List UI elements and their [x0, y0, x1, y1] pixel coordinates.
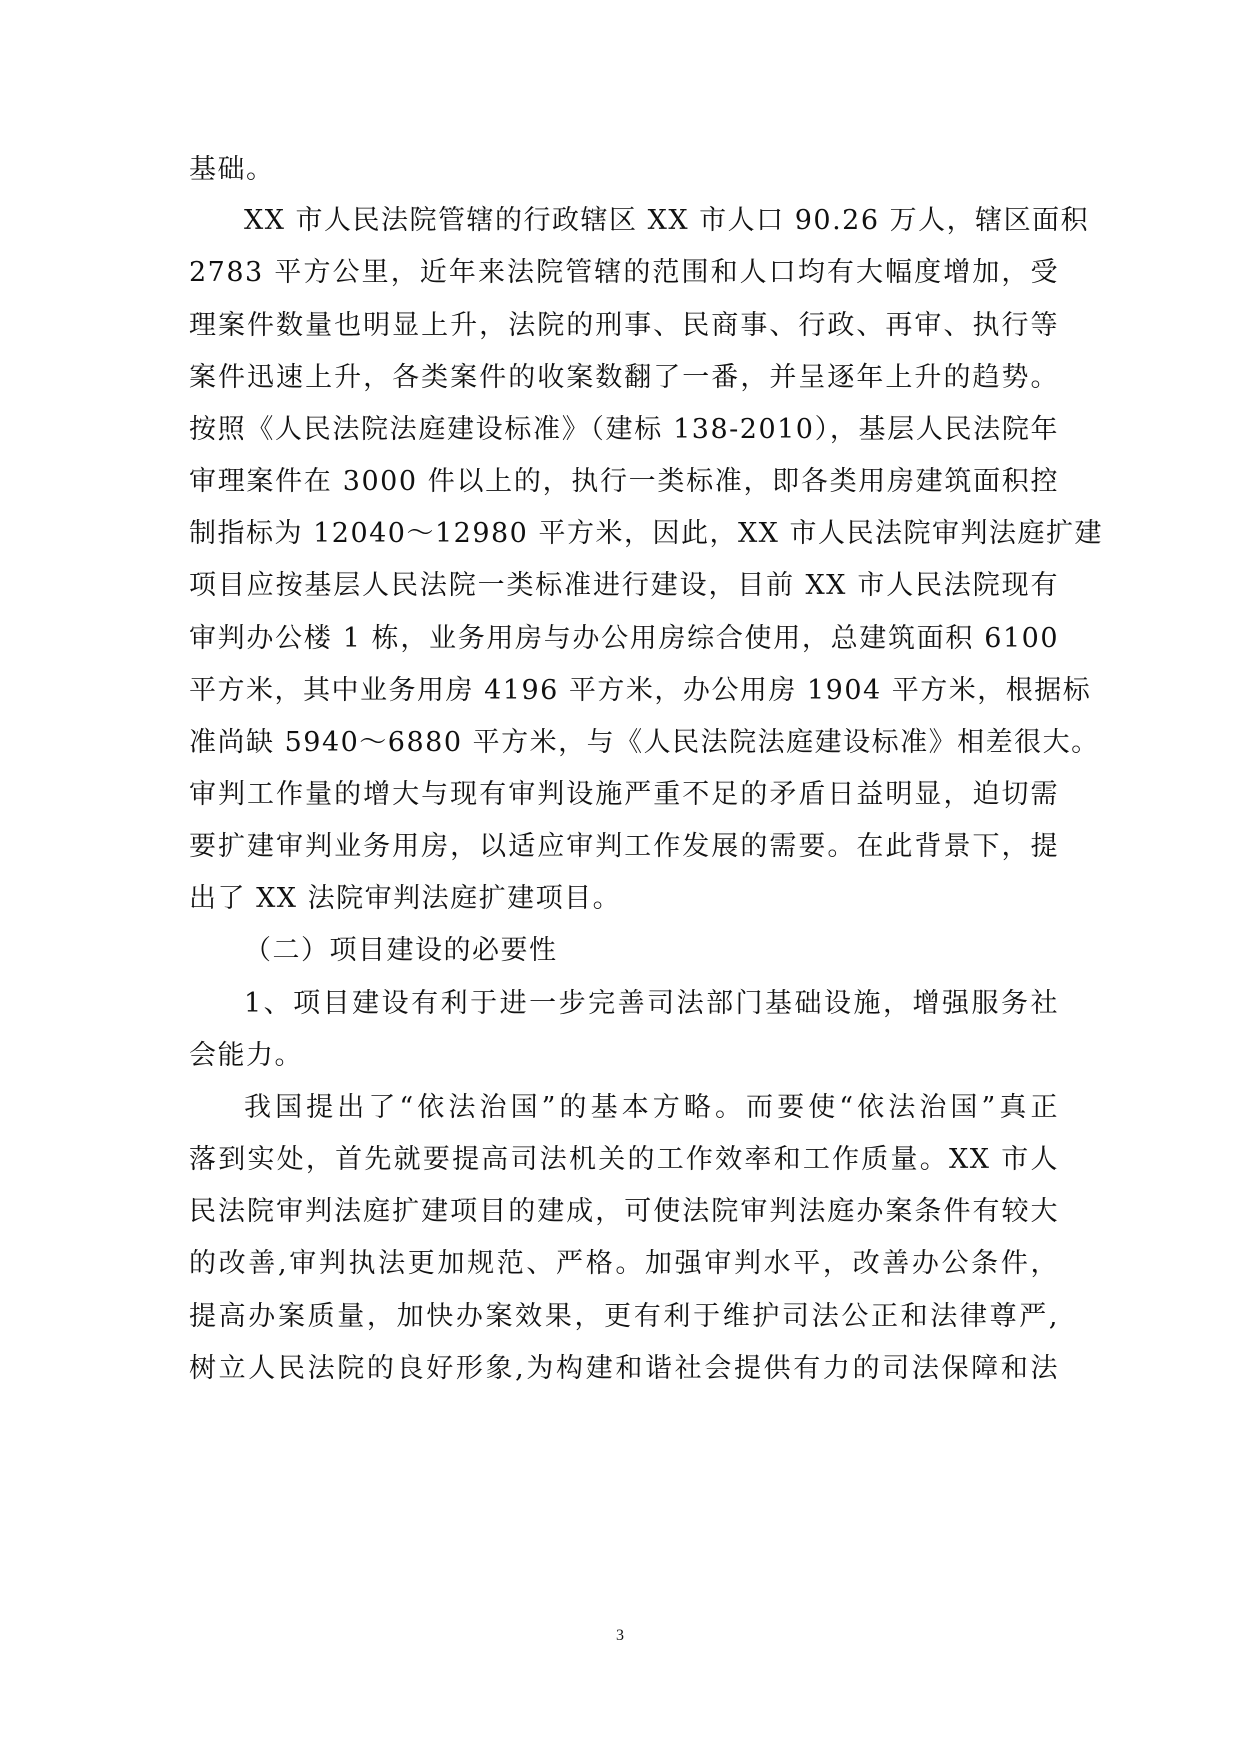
text-line: 出了 XX 法院审判法庭扩建项目。 [189, 883, 622, 914]
section-heading: （二）项目建设的必要性 [244, 935, 558, 966]
text-line: 审判办公楼 1 栋，业务用房与办公用房综合使用，总建筑面积 6100 [189, 623, 1059, 654]
text-line: 基础。 [189, 154, 275, 185]
text-line: 制指标为 12040～12980 平方米，因此，XX 市人民法院审判法庭扩建 [189, 518, 1103, 549]
text-line: 项目应按基层人民法院一类标准进行建设，目前 XX 市人民法院现有 [189, 570, 1059, 601]
page-number: 3 [616, 1627, 624, 1644]
text-line: 1、项目建设有利于进一步完善司法部门基础设施，增强服务社 [244, 988, 1059, 1019]
text-line: 的改善,审判执法更加规范、严格。加强审判水平，改善办公条件， [189, 1248, 1059, 1279]
text-line: 平方米，其中业务用房 4196 平方米，办公用房 1904 平方米，根据标 [189, 675, 1092, 706]
text-line: 理案件数量也明显上升，法院的刑事、民商事、行政、再审、执行等 [189, 310, 1059, 341]
text-line: 树立人民法院的良好形象,为构建和谐社会提供有力的司法保障和法 [189, 1353, 1059, 1384]
text-line: 要扩建审判业务用房，以适应审判工作发展的需要。在此背景下，提 [189, 831, 1059, 862]
text-line: 民法院审判法庭扩建项目的建成，可使法院审判法庭办案条件有较大 [189, 1196, 1059, 1227]
text-line: 准尚缺 5940～6880 平方米，与《人民法院法庭建设标准》相差很大。 [189, 727, 1100, 758]
text-line: 审判工作量的增大与现有审判设施严重不足的矛盾日益明显，迫切需 [189, 779, 1059, 810]
text-line: 落到实处，首先就要提高司法机关的工作效率和工作质量。XX 市人 [189, 1144, 1059, 1175]
text-line: 会能力。 [189, 1040, 303, 1071]
text-line: 提高办案质量，加快办案效果，更有利于维护司法公正和法律尊严, [189, 1301, 1059, 1332]
text-line: 案件迅速上升，各类案件的收案数翻了一番，并呈逐年上升的趋势。 [189, 362, 1059, 393]
text-line: 按照《人民法院法庭建设标准》（建标 138-2010），基层人民法院年 [189, 414, 1059, 445]
text-line: XX 市人民法院管辖的行政辖区 XX 市人口 90.26 万人，辖区面积 [244, 205, 1090, 236]
text-line: 我国提出了“依法治国”的基本方略。而要使“依法治国”真正 [244, 1092, 1059, 1123]
text-line: 审理案件在 3000 件以上的，执行一类标准，即各类用房建筑面积控 [189, 466, 1059, 497]
text-line: 2783 平方公里，近年来法院管辖的范围和人口均有大幅度增加，受 [189, 257, 1059, 288]
